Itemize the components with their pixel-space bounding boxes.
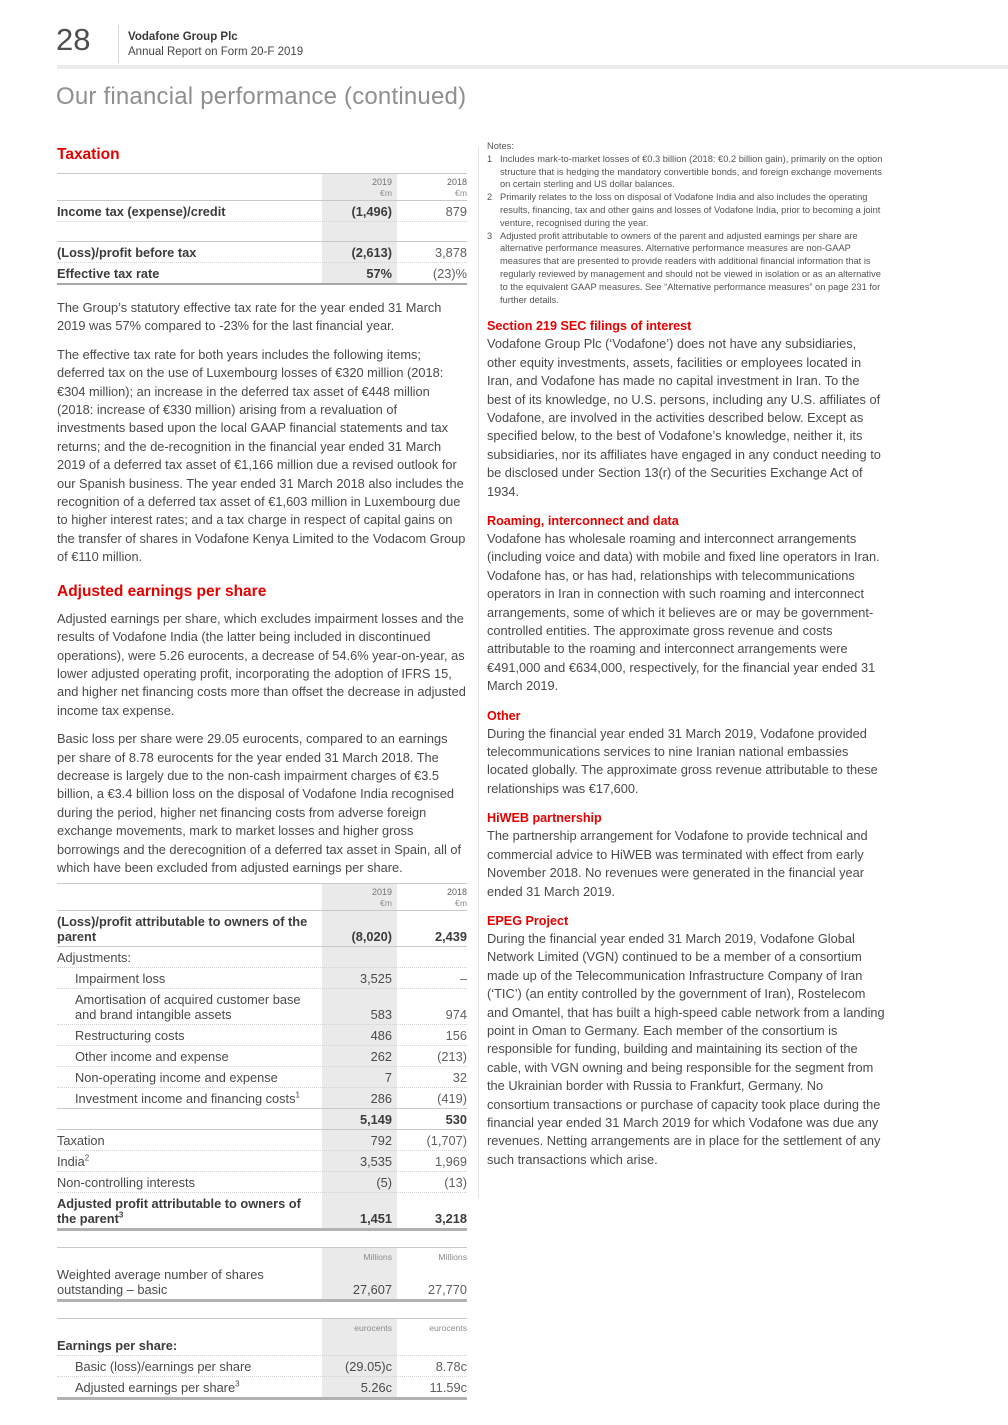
page-title: Our financial performance (continued) xyxy=(56,83,467,110)
paragraph: The Group’s statutory effective tax rate for the year ended 31 March 2019 was 57% compared to -23% for the last financial year. xyxy=(57,300,442,334)
table-header-row xyxy=(57,883,467,911)
col-header-2018: 2018 xyxy=(446,177,467,187)
paragraph: Basic loss per share were 29.05 eurocents, compared to an earnings per share of 8.78 eurocents for the year ended 31 March 2018. The decrease is largely due to the non-cash impairment charges of €3.5 billion, a €3.4 billion loss on the disposal of Vodafone India recognised during the period, higher net financing costs from adverse foreign exchange movements, mark to market losses and higher gross borrowings and the derecognition of a deferred tax asset in Spain, all of which have been excluded from adjusted earnings per share. xyxy=(57,731,462,875)
section-heading: Other xyxy=(487,708,521,723)
table-row xyxy=(57,968,467,989)
cell-2019: 486 xyxy=(370,1027,392,1043)
cell-2018: (23)% xyxy=(432,265,467,281)
table-row xyxy=(57,989,467,1025)
table-header-row xyxy=(57,1318,467,1335)
cell-label: (Loss)/profit attributable to owners of the parent xyxy=(57,913,308,944)
cell-2019: (29.05)c xyxy=(345,1358,392,1374)
report-name: Annual Report on Form 20-F 2019 xyxy=(128,46,304,58)
cell-2018: 156 xyxy=(445,1027,467,1043)
table-row xyxy=(57,1172,467,1193)
left-column xyxy=(57,146,467,1400)
table-row xyxy=(57,1025,467,1046)
taxation-heading: Taxation xyxy=(57,146,120,163)
cell-label: Non-controlling interests xyxy=(57,1174,195,1190)
cell-label: (Loss)/profit before tax xyxy=(57,244,197,260)
cell-label: India$^2$ xyxy=(57,1153,90,1169)
table-spacer-row xyxy=(57,222,467,242)
taxation-table xyxy=(57,173,467,285)
cell-2019: 7 xyxy=(384,1069,392,1085)
company-name: Vodafone Group Plc xyxy=(128,31,238,43)
section-heading: HiWEB partnership xyxy=(487,811,602,826)
cell-2019: 1,451 xyxy=(359,1210,392,1226)
note-item xyxy=(487,191,887,229)
shares-table xyxy=(57,1247,467,1302)
cell-label: Amortisation of acquired customer base and brand intangible assets xyxy=(75,991,301,1022)
col-header-2019: 2019 xyxy=(371,177,392,187)
col-unit-2019: Millions xyxy=(363,1252,392,1263)
note-text: Primarily relates to the loss on disposal of Vodafone India and also includes the operating results, financing, tax and other gains and losses of Vodafone India, prior to becoming a joint venture, recognised during the year. xyxy=(500,192,881,228)
cell-label: Other income and expense xyxy=(75,1048,229,1064)
section-heading: EPEG Project xyxy=(487,913,569,928)
cell-2019: (1,496) xyxy=(351,203,392,219)
cell-2018: (1,707) xyxy=(426,1132,467,1148)
table-row xyxy=(57,947,467,968)
table-row xyxy=(57,201,467,222)
cell-label: Effective tax rate xyxy=(57,265,160,281)
table-row xyxy=(57,1067,467,1088)
notes-title: Notes: xyxy=(487,141,514,151)
cell-2019: 3,525 xyxy=(359,970,392,986)
cell-2018: 32 xyxy=(452,1069,467,1085)
cell-2018: 27,770 xyxy=(427,1281,467,1297)
footnote-ref: 3 xyxy=(235,1379,240,1389)
col-unit-2018: €m xyxy=(455,188,467,198)
col-unit-2018: €m xyxy=(455,898,467,909)
cell-2019: 262 xyxy=(370,1048,392,1064)
adjusted-earnings-table xyxy=(57,883,467,1231)
cell-2018: (419) xyxy=(437,1090,467,1106)
cell-label: Earnings per share: xyxy=(57,1337,178,1353)
col-unit-2018: eurocents xyxy=(429,1323,467,1334)
col-unit-2019: €m xyxy=(380,188,392,198)
table-header-row xyxy=(57,1247,467,1264)
cell-2019: (8,020) xyxy=(351,928,392,944)
note-number: 2 xyxy=(487,192,493,203)
note-number: 3 xyxy=(487,230,493,241)
cell-2018: 3,878 xyxy=(434,244,467,260)
cell-2019: 5,149 xyxy=(359,1111,392,1127)
cell-2018: 879 xyxy=(445,203,467,219)
cell-label: Basic (loss)/earnings per share xyxy=(75,1358,252,1374)
note-text: Adjusted profit attributable to owners of the parent and adjusted earnings per share are alternative performance measures. Alternative performance measures are non-GAAP measures that are presented to provide readers with additional financial information that is regularly reviewed by management and should not be viewed in isolation or as an alternative to the equivalent GAAP measures. See “Alternative performance measures” on page 231 for further details. xyxy=(500,230,881,305)
table-row xyxy=(57,1088,467,1109)
col-unit-2019: €m xyxy=(380,898,392,909)
section-body: During the financial year ended 31 March 2019, Vodafone Global Network Limited (VGN) continued to be a member of a consortium made up of the Telecommunication Infrastructure Company of Iran (‘TIC’) (an entity controlled by the government of Iran), Rostelecom and Omantel, that has built a high-speed cable network from a landing point in Oman to Germany. Each member of the consortium is responsible for funding, building and maintaining its section of the cable, with VGN owning and being responsible for the segment from the Ukrainian border with Russia to Frankfurt, Germany. No consortium transactions or purchase of capacity took place during the financial year ended 31 March 2019 for which Vodafone was due any revenues. Netting arrangements are in place for the settlement of any such transactions which arise. xyxy=(487,930,885,1167)
table-row xyxy=(57,1356,467,1377)
footnote-ref: 1 xyxy=(295,1090,300,1100)
cell-2018: 8.78c xyxy=(435,1358,467,1374)
cell-2018: 1,969 xyxy=(434,1153,467,1169)
cell-2019: 286 xyxy=(370,1090,392,1106)
cell-2019: 3,535 xyxy=(359,1153,392,1169)
cell-label: Weighted average number of shares outstanding – basic xyxy=(57,1266,264,1297)
footnote-ref: 2 xyxy=(84,1153,90,1163)
eps-heading: Adjusted earnings per share xyxy=(57,582,267,600)
table-row xyxy=(57,1264,467,1302)
table-row xyxy=(57,1130,467,1151)
cell-label: Adjusted earnings per share$^3$ xyxy=(75,1379,240,1395)
report-header xyxy=(128,30,303,60)
section-body: Vodafone has wholesale roaming and interconnect arrangements (including voice and data) with mobile and fixed line operators in Iran. Vodafone has, or has had, relationships with telecommunications operators in Iran in connection with such roaming and interconnect arrangements, some of which it believes are or may be government-controlled entities. The approximate gross revenue and costs attributable to the roaming and interconnect arrangements were €491,000 and €634,000, respectively, for the financial year ended 31 March 2019. xyxy=(487,531,880,694)
cell-label: Income tax (expense)/credit xyxy=(57,203,226,219)
cell-label: Taxation xyxy=(57,1132,105,1148)
cell-label: Impairment loss xyxy=(75,970,166,986)
table-row xyxy=(57,1151,467,1172)
section-body: During the financial year ended 31 March 2019, Vodafone provided telecommunications services to nine Iranian national embassies located globally. The approximate gross revenue attributable to these relationships was €17,600. xyxy=(487,725,878,796)
col-header-2019: 2019 xyxy=(371,887,392,898)
section-body: The partnership arrangement for Vodafone to provide technical and commercial advice to HiWEB was terminated with effect from early November 2018. No revenues were generated in the financial year ended 31 March 2019. xyxy=(487,828,868,899)
cell-label: Non-operating income and expense xyxy=(75,1069,278,1085)
cell-2018: (213) xyxy=(437,1048,467,1064)
cell-2019: (2,613) xyxy=(351,244,392,260)
cell-2018: – xyxy=(459,970,467,986)
footnote-ref: 3 xyxy=(118,1210,124,1220)
cell-2018: 974 xyxy=(445,1006,467,1022)
cell-2018: 3,218 xyxy=(434,1210,467,1226)
table-row xyxy=(57,911,467,947)
table-row xyxy=(57,263,467,285)
cell-label: Restructuring costs xyxy=(75,1027,185,1043)
column-divider xyxy=(478,147,479,1198)
cell-label: Adjusted profit attributable to owners of the parent$^3$ xyxy=(57,1195,301,1226)
section-heading: Roaming, interconnect and data xyxy=(487,514,679,529)
col-unit-2019: eurocents xyxy=(354,1323,392,1334)
col-header-2018: 2018 xyxy=(446,887,467,898)
note-text: Includes mark-to-market losses of €0.3 billion (2018: €0.2 billion gain), primarily on the option structure that is hedging the mandatory convertible bonds, and foreign exchange movements on certain sterling and US dollar balances. xyxy=(500,153,883,190)
cell-2019: 57% xyxy=(366,265,392,281)
cell-2019: 792 xyxy=(370,1132,392,1148)
section-heading: Section 219 SEC filings of interest xyxy=(487,319,692,334)
cell-2019: 583 xyxy=(370,1006,392,1022)
table-row xyxy=(57,1377,467,1400)
cell-label: Adjustments: xyxy=(57,949,131,965)
table-subtotal-row xyxy=(57,1109,467,1130)
cell-label: Investment income and financing costs$^1$ xyxy=(75,1090,300,1106)
paragraph: The effective tax rate for both years includes the following items; deferred tax on the use of Luxembourg losses of €320 million (2018: €304 million); an increase in the deferred tax asset of €448 million (2018: increase of €330 million) arising from a revaluation of investments based upon the local GAAP financial statements and tax returns; and the de-recognition in the financial year ended 31 March 2019 of a deferred tax asset of €1,166 million due a revised outlook for our Spanish business. The year ended 31 March 2018 also includes the recognition of a deferred tax asset of €1,603 million in Luxembourg due to higher interest rates; and a tax charge in respect of capital gains on the transfer of shares in Vodafone Kenya Limited to the Vodacom Group of €110 million. xyxy=(57,346,466,565)
right-column xyxy=(487,140,887,1179)
cell-2018: 2,439 xyxy=(434,928,467,944)
eps-table xyxy=(57,1318,467,1400)
page-number: 28 xyxy=(56,22,91,57)
cell-2019: 5.26c xyxy=(360,1379,392,1395)
section-body: Vodafone Group Plc (‘Vodafone’) does not have any subsidiaries, other equity investments, assets, facilities or employees located in Iran, and Vodafone has made no capital investment in Iran. To the best of its knowledge, no U.S. persons, including any U.S. affiliates of Vodafone, are involved in the activities described below. Except as specified below, to the best of Vodafone’s knowledge, neither it, its subsidiaries, nor its affiliates have engaged in any conduct needing to be disclosed under Section 13(r) of the Securities Exchange Act of 1934. xyxy=(487,336,881,499)
note-number: 1 xyxy=(487,153,493,164)
table-header-row xyxy=(57,173,467,201)
table-row xyxy=(57,1335,467,1356)
cell-2018: 530 xyxy=(445,1111,467,1127)
table-row xyxy=(57,242,467,263)
col-unit-2018: Millions xyxy=(438,1252,467,1263)
cell-2019: (5) xyxy=(376,1174,392,1190)
table-row xyxy=(57,1046,467,1067)
cell-2019: 27,607 xyxy=(352,1281,392,1297)
note-item xyxy=(487,230,887,307)
cell-2018: 11.59c xyxy=(429,1379,467,1395)
table-total-row xyxy=(57,1193,467,1231)
note-item xyxy=(487,153,887,191)
footnotes xyxy=(487,140,887,306)
paragraph: Adjusted earnings per share, which excludes impairment losses and the results of Vodafone India (the latter being included in discontinued operations), were 5.26 eurocents, a decrease of 54.6% year-on-year, as lower adjusted operating profit, incorporating the adoption of IFRS 15, and higher net financing costs more than offset the decrease in adjusted income tax expense. xyxy=(57,610,466,718)
header-rule xyxy=(57,65,1008,69)
cell-2018: (13) xyxy=(444,1174,467,1190)
header-divider xyxy=(118,25,119,63)
